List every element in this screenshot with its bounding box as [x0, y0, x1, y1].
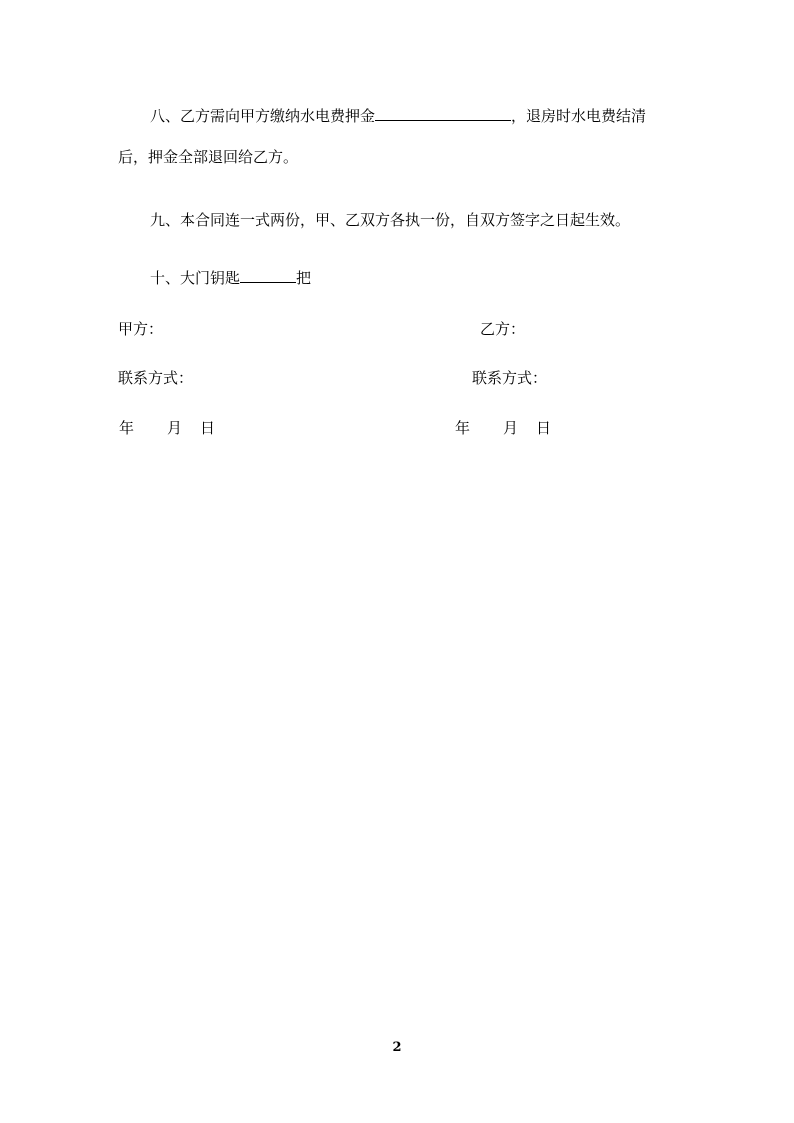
deposit-amount-blank — [375, 106, 511, 121]
clause-10-text-start: 十、大门钥匙 — [150, 269, 241, 287]
party-a-label: 甲方： — [118, 320, 164, 338]
party-a-date-month: 月 — [167, 419, 183, 437]
party-a-contact-label: 联系方式： — [118, 369, 194, 387]
party-b-date-day: 日 — [536, 419, 552, 437]
clause-8-text-end: 后，押金全部退回给乙方。 — [118, 148, 299, 166]
party-a-date-day: 日 — [200, 419, 216, 437]
clause-9 — [150, 210, 630, 230]
page-number: 2 — [392, 1040, 402, 1055]
clause-8-text-middle: ，退房时水电费结清 — [511, 107, 647, 125]
party-a-date-year: 年 — [119, 419, 135, 437]
clause-8-line-1 — [150, 106, 646, 126]
key-count-blank — [240, 268, 296, 283]
party-b-label: 乙方： — [480, 320, 526, 338]
clause-8-text-start: 八、乙方需向甲方缴纳水电费押金 — [150, 107, 376, 125]
party-b-date-year: 年 — [455, 419, 471, 437]
clause-10-text-end: 把 — [296, 269, 312, 287]
party-b-date-month: 月 — [503, 419, 519, 437]
party-b-contact-label: 联系方式： — [472, 369, 548, 387]
clause-9-text: 九、本合同连一式两份，甲、乙双方各执一份，自双方签字之日起生效。 — [150, 211, 631, 229]
clause-10 — [150, 268, 311, 288]
clause-8-line-2 — [118, 147, 298, 167]
